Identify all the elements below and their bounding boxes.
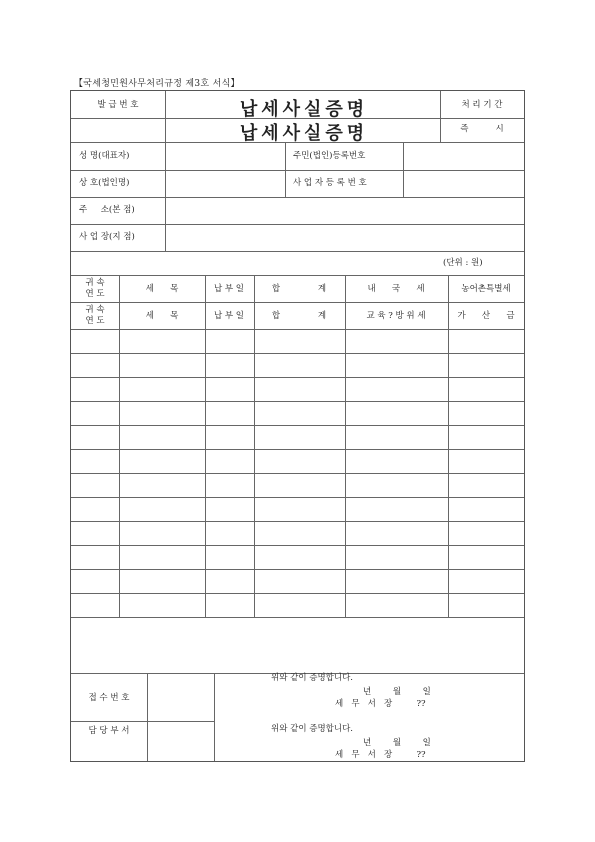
divider [71,377,524,378]
divider [165,142,166,251]
issue-number-label: 발 급 번 호 [97,100,139,110]
form-number-label: 【국세청민원사무처리규정 제3호 서식】 [74,79,240,89]
column-header-total: 합 계 [271,284,327,294]
tax-office-chief-line: 세 무 서 장 ?? [335,699,426,709]
divider [71,224,524,225]
divider [71,275,524,276]
divider [71,617,524,618]
column-header-payment-date: 납 부 일 [213,284,245,294]
resident-number-label: 주민(법인)등록번호 [293,151,366,161]
divider [71,721,214,722]
column-header-penalty-tax: 가 산 금 [457,311,515,321]
divider [214,673,215,761]
address-label: 주 소(본 점) [79,205,135,215]
unit-label: (단위 : 원) [443,258,483,268]
divider [71,521,524,522]
name-label: 성 명(대표자) [79,151,130,161]
tax-office-chief-line: 세 무 서 장 ?? [335,750,426,760]
divider [71,302,524,303]
issue-date-line: 년 월 일 [363,687,431,697]
divider [165,91,166,142]
divider [71,401,524,402]
issue-date-line: 년 월 일 [363,738,431,748]
divider [71,197,524,198]
divider [440,91,441,142]
divider [147,673,148,761]
column-header-tax-item: 세 목 [145,284,179,294]
certification-statement: 위와 같이 증명합니다. [271,724,354,734]
department-label: 담 당 부 서 [88,726,130,736]
divider [448,275,449,617]
divider [71,449,524,450]
divider [71,569,524,570]
divider [71,353,524,354]
receipt-number-label: 접 수 번 호 [88,693,130,703]
processing-period-value: 즉 시 [460,124,504,134]
divider [71,473,524,474]
divider [71,329,524,330]
column-header-domestic-tax: 내 국 세 [367,284,425,294]
column-header-education-defense-tax: 교 육 ? 방 위 세 [366,311,426,321]
divider [71,593,524,594]
divider [403,142,404,197]
column-header-total: 합 계 [271,311,327,321]
column-header-year: 귀 속 연 도 [85,278,105,299]
divider [345,275,346,617]
divider [119,275,120,617]
divider [205,275,206,617]
divider [254,275,255,617]
divider [71,251,524,252]
column-header-payment-date: 납 부 일 [213,311,245,321]
certificate-form [70,90,525,762]
column-header-rural-special-tax: 농어촌특별세 [461,284,511,294]
divider [71,497,524,498]
divider [285,142,286,197]
document-title-duplicate: 납세사실증명 [239,123,369,144]
column-header-tax-item: 세 목 [145,311,179,321]
company-name-label: 상 호(법인명) [79,178,130,188]
divider [71,545,524,546]
workplace-label: 사 업 장(지 점) [79,232,135,242]
business-number-label: 사 업 자 등 록 번 호 [293,178,367,188]
document-title: 납세사실증명 [239,99,369,120]
processing-period-label: 처 리 기 간 [461,100,503,110]
divider [71,170,524,171]
column-header-year: 귀 속 연 도 [85,305,105,326]
divider [71,425,524,426]
certification-statement: 위와 같이 증명합니다. [271,673,354,683]
